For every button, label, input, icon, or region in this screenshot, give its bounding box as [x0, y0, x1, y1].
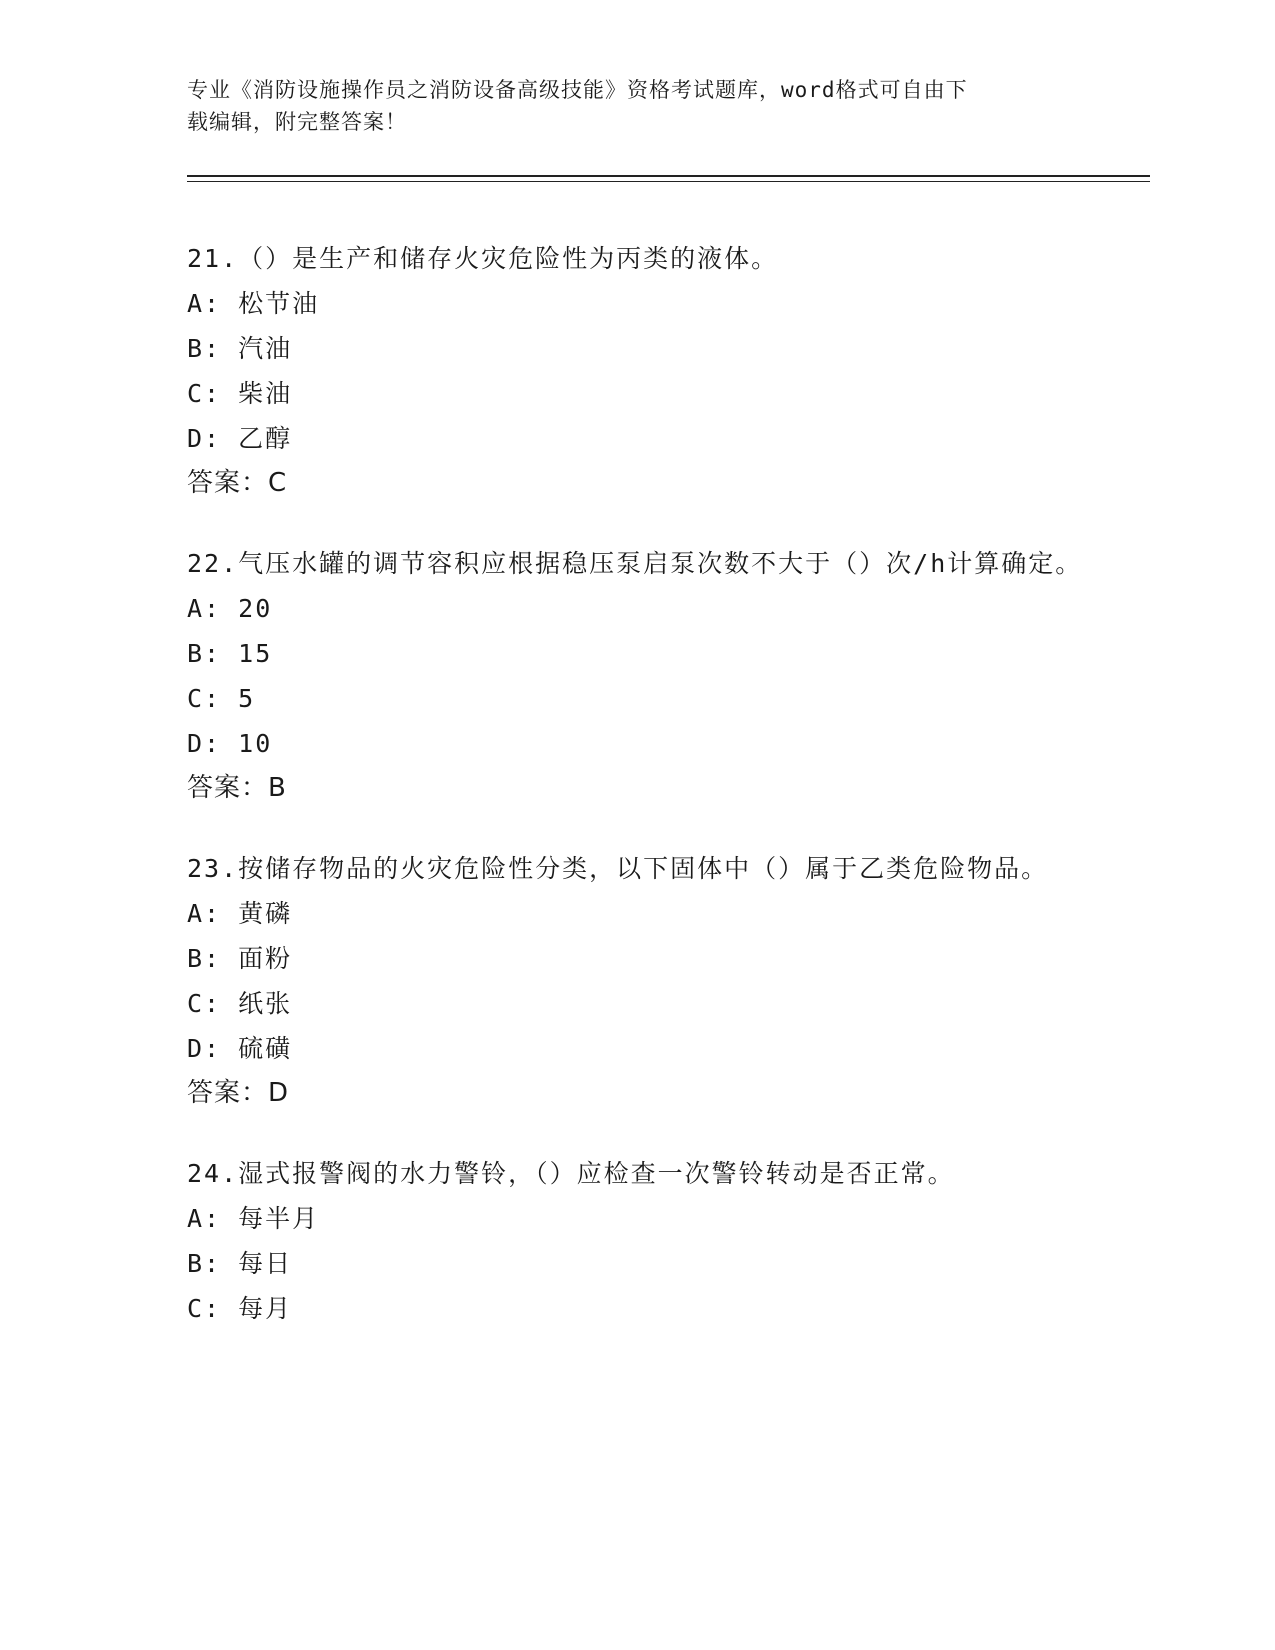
question-24	[187, 1151, 1087, 1331]
option-c: C: 纸张	[187, 989, 293, 1018]
question-stem: 22.气压水罐的调节容积应根据稳压泵启泵次数不大于（）次/h计算确定。	[187, 549, 1083, 578]
option-d: D: 乙醇	[187, 424, 293, 453]
option-a: A: 松节油	[187, 289, 320, 318]
option-b: B: 每日	[187, 1249, 293, 1278]
answer-line: 答案：D	[187, 1078, 290, 1108]
header-divider-thin	[187, 181, 1150, 182]
answer-line: 答案：C	[187, 468, 288, 498]
header-divider-thick	[187, 175, 1150, 177]
question-stem: 24.湿式报警阀的水力警铃，（）应检查一次警铃转动是否正常。	[187, 1159, 955, 1188]
question-stem: 23.按储存物品的火灾危险性分类，以下固体中（）属于乙类危险物品。	[187, 854, 1049, 883]
document-header	[187, 74, 1067, 138]
option-a: A: 黄磷	[187, 899, 293, 928]
header-line-2: 载编辑，附完整答案！	[187, 110, 407, 134]
option-c: C: 5	[187, 684, 256, 713]
option-b: B: 汽油	[187, 334, 293, 363]
option-c: C: 每月	[187, 1294, 293, 1323]
question-23	[187, 846, 1087, 1116]
option-b: B: 15	[187, 639, 273, 668]
answer-line: 答案：B	[187, 773, 287, 803]
option-d: D: 硫磺	[187, 1034, 293, 1063]
option-c: C: 柴油	[187, 379, 293, 408]
question-list	[187, 236, 1087, 1366]
option-a: A: 20	[187, 594, 273, 623]
question-21	[187, 236, 1087, 506]
option-a: A: 每半月	[187, 1204, 320, 1233]
option-b: B: 面粉	[187, 944, 293, 973]
header-line-1: 专业《消防设施操作员之消防设备高级技能》资格考试题库，word格式可自由下	[187, 78, 968, 102]
question-stem: 21.（）是生产和储存火灾危险性为丙类的液体。	[187, 244, 779, 273]
option-d: D: 10	[187, 729, 273, 758]
question-22	[187, 541, 1087, 811]
